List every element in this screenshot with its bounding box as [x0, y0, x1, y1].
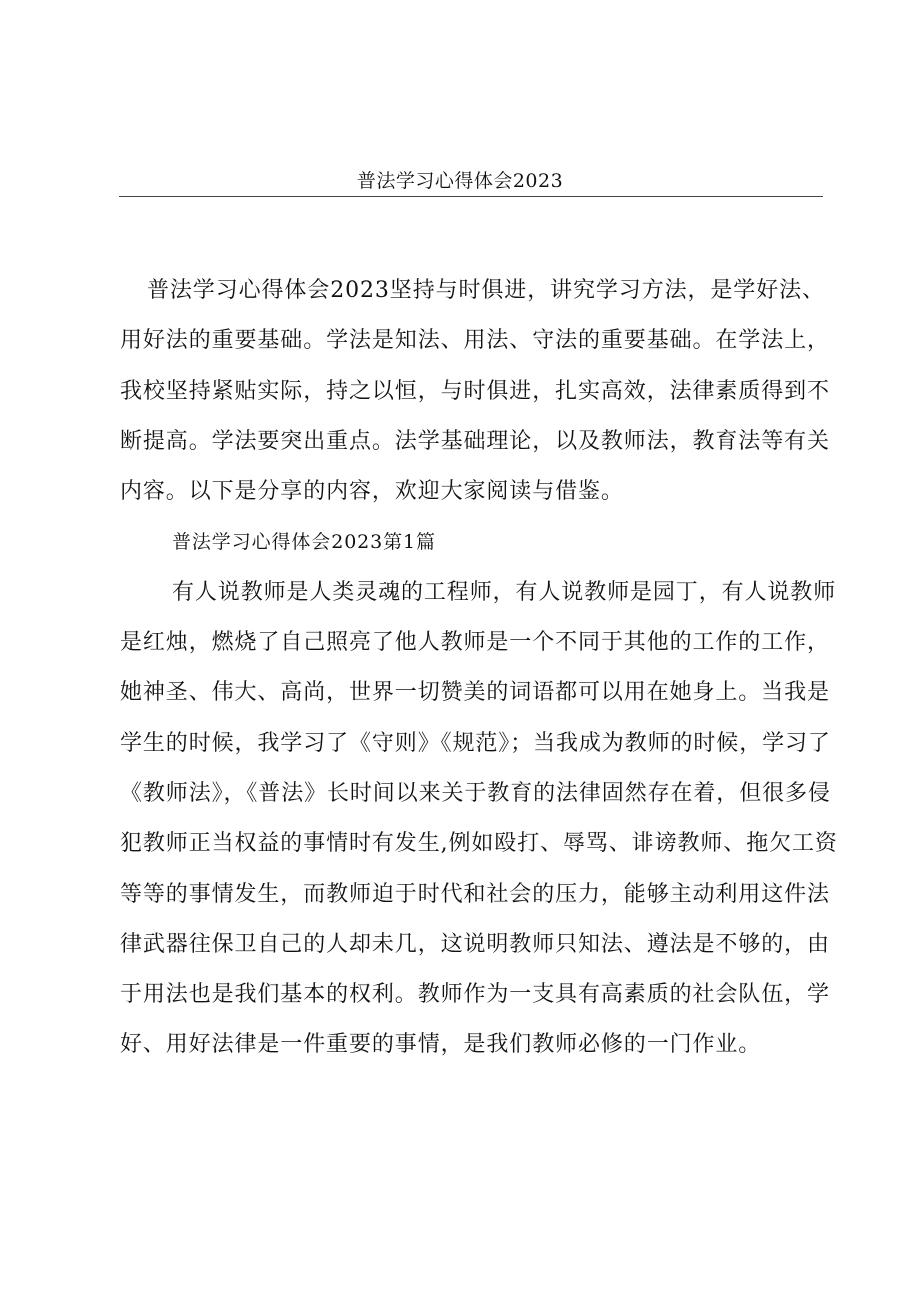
intro-paragraph: 普法学习心得体会2023坚持与时俱进，讲究学习方法，是学好法、用好法的重要基础。学法是知法、用法、守法的重要基础。在学法上，我校坚持紧贴实际，持之以恒，与时俱进，扎实高效，法律素质得到不断提高。学法要突出重点。法学基础理论，以及教师法，教育法等有关内容。以下是分享的内容，欢迎大家阅读与借鉴。: [120, 278, 830, 505]
section-paragraph: 有人说教师是人类灵魂的工程师，有人说教师是园丁，有人说教师是红烛，燃烧了自己照亮了他人教师是一个不同于其他的工作的工作，她神圣、伟大、高尚，世界一切赞美的词语都可以用在她身上。当我是学生的时候，我学习了《守则》《规范》；当我成为教师的时候，学习了《教师法》，《普法》长时间以来关于教育的法律固然存在着，但很多侵犯教师正当权益的事情时有发生,例如殴打、辱骂、诽谤教师、拖欠工资等等的事情发生，而教师迫于时代和社会的压力，能够主动利用这件法律武器往保卫自己的人却未几，这说明教师只知法、遵法是不够的，由于用法也是我们基本的权利。教师作为一支具有高素质的社会队伍，学好、用好法律是一件重要的事情，是我们教师必修的一门作业。: [120, 579, 838, 1058]
header-divider: [119, 196, 823, 197]
document-body: [120, 266, 838, 1071]
section-heading: 普法学习心得体会2023第1篇: [172, 531, 436, 554]
page-header-title: 普法学习心得体会2023: [356, 170, 564, 192]
